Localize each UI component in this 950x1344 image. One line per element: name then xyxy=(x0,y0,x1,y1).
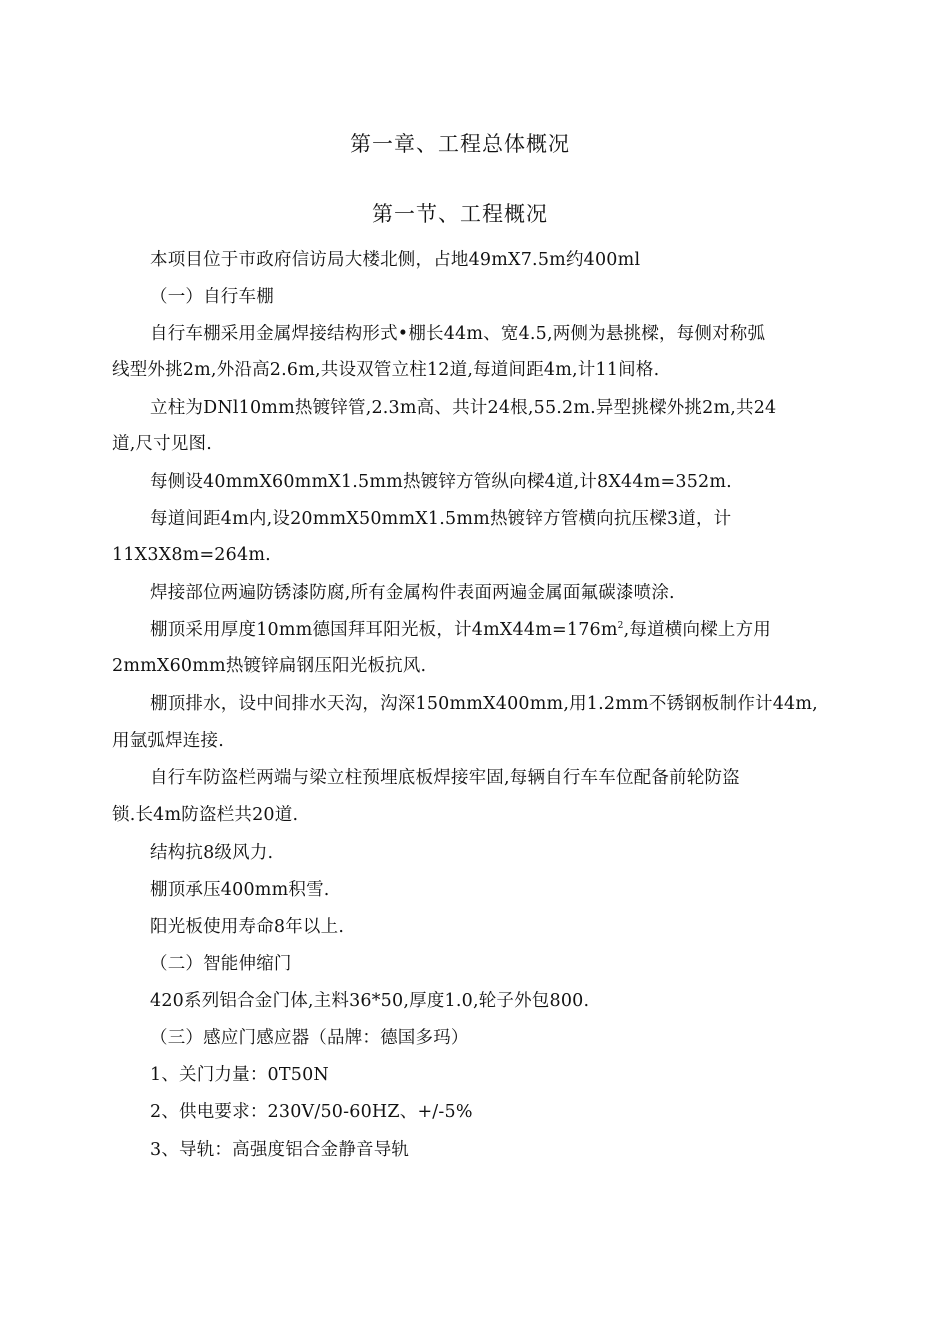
heading-bike-shed: （一）自行车棚 xyxy=(150,287,274,307)
heading-sensor: （三）感应门感应器（品牌：德国多玛） xyxy=(150,1028,469,1048)
paragraph-4-line-1: 每道间距4m内,设20mmX50mmX1.5mm热镀锌方管横向抗压樑3道，计 xyxy=(150,509,732,529)
paragraph-1-line-2: 线型外挑2m,外沿高2.6m,共设双管立柱12道,每道间距4m,计11间格. xyxy=(112,360,660,380)
paragraph-8-line-2: 锁.长4m防盗栏共20道. xyxy=(112,805,299,825)
paragraph-9: 结构抗8级风力. xyxy=(150,843,274,863)
list-item-2: 2、供电要求：230V/50-60HZ、+/-5% xyxy=(150,1102,473,1122)
list-item-1: 1、关门力量：0T50N xyxy=(150,1065,329,1085)
superscript-2: 2 xyxy=(617,621,624,632)
paragraph-7-line-2: 用氩弧焊连接. xyxy=(112,731,224,751)
paragraph-6-line-1 xyxy=(150,618,771,642)
paragraph-1-line-1: 自行车棚采用金属焊接结构形式•棚长44m、宽4.5,两侧为悬挑樑，每侧对称弧 xyxy=(150,324,766,344)
paragraph-4-line-2: 11X3X8m=264m. xyxy=(112,545,271,565)
paragraph-6-text-a: 棚顶采用厚度10mm德国拜耳阳光板，计4mX44m=176m xyxy=(150,620,618,640)
section-title: 第一节、工程概况 xyxy=(372,202,548,226)
paragraph-12: 420系列铝合金门体,主料36*50,厚度1.0,轮子外包800. xyxy=(150,991,590,1011)
heading-smart-gate: （二）智能伸缩门 xyxy=(150,954,292,974)
chapter-title: 第一章、工程总体概况 xyxy=(350,132,570,156)
paragraph-2-line-2: 道,尺寸见图. xyxy=(112,434,213,454)
list-item-3: 3、导轨：高强度铝合金静音导轨 xyxy=(150,1140,410,1160)
paragraph-10: 棚顶承压400mm积雪. xyxy=(150,880,330,900)
intro-paragraph: 本项目位于市政府信访局大楼北侧，占地49mX7.5m约400ml xyxy=(150,250,641,270)
paragraph-7-line-1: 棚顶排水，设中间排水天沟，沟深150mmX400mm,用1.2mm不锈钢板制作计44m, xyxy=(150,694,818,714)
paragraph-8-line-1: 自行车防盗栏两端与梁立柱预埋底板焊接牢固,每辆自行车车位配备前轮防盗 xyxy=(150,768,740,788)
paragraph-6-line-2: 2mmX60mm热镀锌扁钢压阳光板抗风. xyxy=(112,656,427,676)
paragraph-11: 阳光板使用寿命8年以上. xyxy=(150,917,345,937)
paragraph-2-line-1: 立柱为DNl10mm热镀锌管,2.3m高、共计24根,55.2m.异型挑樑外挑2m,共24 xyxy=(150,398,777,418)
paragraph-5: 焊接部位两遍防锈漆防腐,所有金属构件表面两遍金属面氟碳漆喷涂. xyxy=(150,583,675,603)
paragraph-3: 每侧设40mmX60mmX1.5mm热镀锌方管纵向樑4道,计8X44m=352m. xyxy=(150,472,732,492)
paragraph-6-text-b: ,每道横向樑上方用 xyxy=(623,620,771,640)
